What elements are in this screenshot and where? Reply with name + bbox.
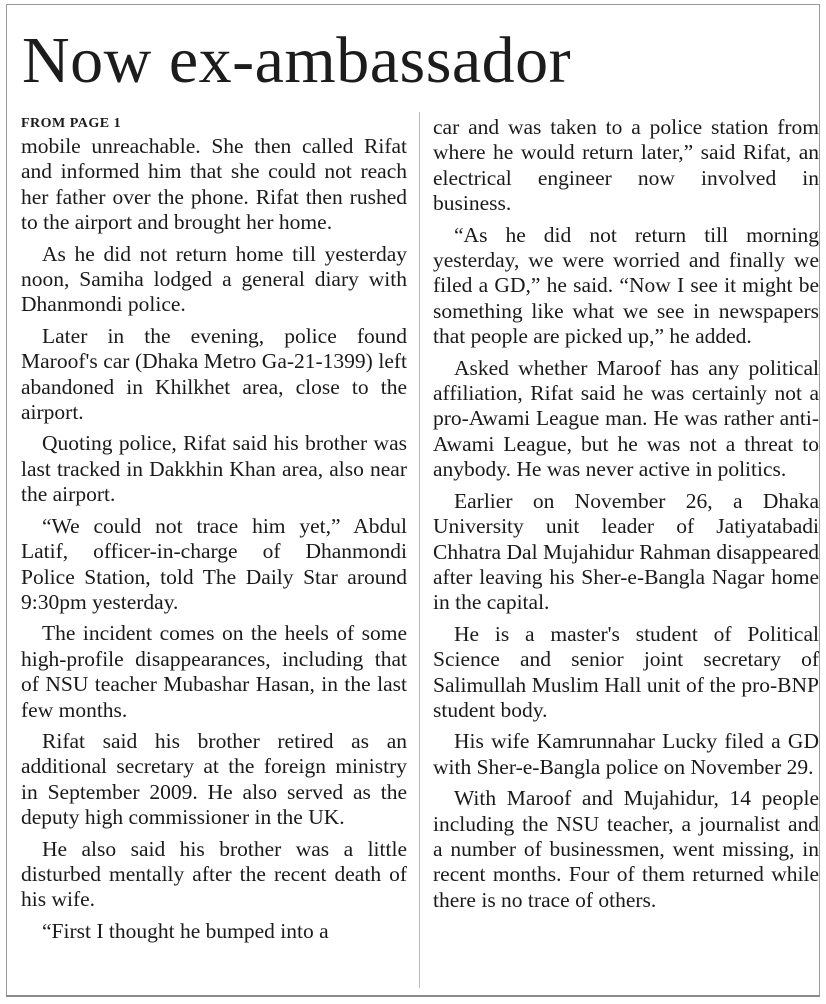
- paragraph: He also said his brother was a little disturbed mentally after the recent death of his wife.: [21, 836, 407, 912]
- clipping-border-top: [6, 4, 820, 5]
- paragraph: “We could not trace him yet,” Abdul Latif, officer-in-charge of Dhanmondi Police Station, told The Daily Star around 9:30pm yesterday.: [21, 513, 407, 614]
- paragraph: The incident comes on the heels of some high-profile disappearances, including that of NSU teacher Mubashar Hasan, in the last few months.: [21, 621, 407, 722]
- paragraph: car and was taken to a police station from where he would return later,” said Rifat, an electrical engineer now involved in business.: [433, 115, 819, 216]
- paragraph: “First I thought he bumped into a: [42, 918, 329, 943]
- paragraph: Later in the evening, police found Maroof's car (Dhaka Metro Ga-21-1399) left abandoned in Khilkhet area, close to the airport.: [21, 323, 407, 425]
- paragraph: “As he did not return till morning yesterday, we were worried and finally we filed a GD,” he said. “Now I see it might be something like what we see in newspapers that people are picked up,” he added.: [433, 222, 819, 349]
- clipping-border-bottom: [6, 995, 820, 997]
- paragraph: As he did not return home till yesterday noon, Samiha lodged a general diary with Dhanmondi police.: [21, 241, 407, 317]
- column-divider: [419, 112, 420, 988]
- paragraph: With Maroof and Mujahidur, 14 people including the NSU teacher, a journalist and a number of businessmen, went missing, in recent months. Four of them returned while there is no trace of others.: [433, 786, 819, 912]
- paragraph: Quoting police, Rifat said his brother was last tracked in Dakkhin Khan area, also near the airport.: [21, 431, 407, 507]
- paragraph: mobile unreachable. She then called Rifat and informed him that she could not reach her father over the phone. Rifat then rushed to the airport and brought her home.: [21, 134, 407, 235]
- paragraph: His wife Kamrunnahar Lucky filed a GD with Sher-e-Bangla police on November 29.: [433, 729, 819, 779]
- paragraph: Asked whether Maroof has any political affiliation, Rifat said he was certainly not a pro-Awami League man. He was rather anti-Awami League, but he was not a threat to anybody. He was never active in politics.: [433, 355, 819, 482]
- continuation-kicker: FROM PAGE 1: [21, 116, 122, 131]
- article-headline: Now ex-ambassador: [22, 24, 572, 97]
- paragraph: Earlier on November 26, a Dhaka University unit leader of Jatiyatabadi Chhatra Dal Mujahidur Rahman disappeared after leaving his Sher-e-Bangla Nagar home in the capital.: [433, 488, 819, 615]
- paragraph: Rifat said his brother retired as an additional secretary at the foreign ministry in September 2009. He also served as the deputy high commissioner in the UK.: [21, 728, 407, 830]
- clipping-border-right: [819, 4, 820, 996]
- article-column-left: [21, 114, 407, 944]
- clipping-border-left: [6, 4, 7, 996]
- article-column-right: [433, 115, 819, 913]
- paragraph: He is a master's student of Political Science and senior joint secretary of Salimullah Muslim Hall unit of the pro-BNP student body.: [433, 621, 819, 722]
